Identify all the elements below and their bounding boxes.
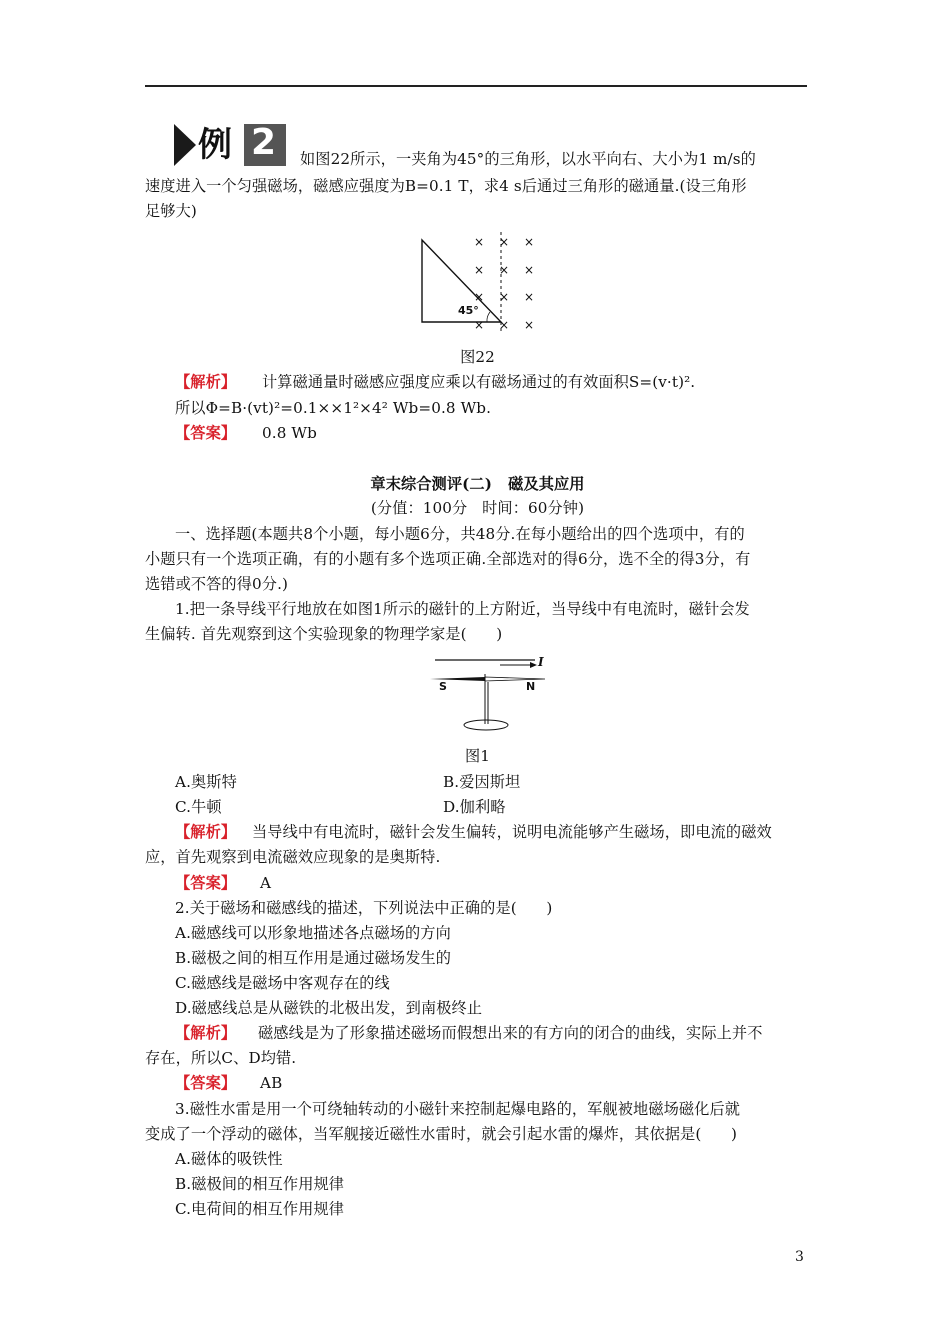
figure-1-north-label: N xyxy=(526,680,536,693)
svg-text:×: × xyxy=(524,235,535,249)
header-rule xyxy=(145,85,807,87)
chapter-subtitle: (分值：100分 时间：60分钟) xyxy=(370,499,585,517)
chapter-intro-line1: 一、选择题(本题共8个小题，每小题6分，共48分.在每小题给出的四个选项中，有的 xyxy=(175,525,745,543)
svg-text:×: × xyxy=(499,263,510,277)
q1-stem-line1: 1.把一条导线平行地放在如图1所示的磁针的上方附近，当导线中有电流时，磁针会发 xyxy=(175,600,750,618)
q3-option-b: B.磁极间的相互作用规律 xyxy=(175,1175,345,1193)
example-analysis-tag: 【解析】 xyxy=(175,373,237,391)
example-answer-tag: 【答案】 xyxy=(175,424,237,442)
figure-1-current-label: I xyxy=(538,655,544,669)
figure-22-angle-label: 45° xyxy=(458,304,479,317)
example-text-line3: 足够大) xyxy=(145,202,197,220)
q1-option-b: B.爱因斯坦 xyxy=(443,773,521,791)
chapter-title: 章末综合测评(二) 磁及其应用 xyxy=(370,475,585,493)
q3-option-c: C.电荷间的相互作用规律 xyxy=(175,1200,344,1218)
q1-answer: A xyxy=(260,874,272,892)
q2-analysis-line2: 存在，所以C、D均错. xyxy=(145,1049,297,1067)
q2-answer-tag: 【答案】 xyxy=(175,1074,237,1092)
svg-text:×: × xyxy=(499,235,510,249)
svg-text:×: × xyxy=(524,263,535,277)
svg-text:×: × xyxy=(524,318,535,332)
page-number: 3 xyxy=(795,1249,804,1265)
svg-text:×: × xyxy=(474,235,485,249)
chapter-intro-line2: 小题只有一个选项正确，有的小题有多个选项正确.全部选对的得6分，选不全的得3分，有 xyxy=(145,550,751,568)
q1-option-a: A.奥斯特 xyxy=(175,773,237,791)
svg-text:×: × xyxy=(474,290,485,304)
q2-analysis-line1: 磁感线是为了形象描述磁场而假想出来的有方向的闭合的曲线，实际上并不 xyxy=(258,1024,763,1042)
figure-1-compass-wire xyxy=(425,652,555,737)
svg-text:×: × xyxy=(474,318,485,332)
example-text-line2: 速度进入一个匀强磁场，磁感应强度为B=0.1 T，求4 s后通过三角形的磁通量.(设三角形 xyxy=(145,177,747,195)
q2-option-c: C.磁感线是磁场中客观存在的线 xyxy=(175,974,390,992)
figure-1-south-label: S xyxy=(439,680,447,693)
example-analysis-line2: 所以Φ=B·(vt)²=0.1××1²×4² Wb=0.8 Wb. xyxy=(175,399,492,417)
q2-stem: 2.关于磁场和磁感线的描述，下列说法中正确的是( ) xyxy=(175,899,553,917)
svg-text:×: × xyxy=(499,290,510,304)
q1-analysis-line1: 当导线中有电流时，磁针会发生偏转，说明电流能够产生磁场，即电流的磁效 xyxy=(252,823,772,841)
q2-option-d: D.磁感线总是从磁铁的北极出发，到南极终止 xyxy=(175,999,483,1017)
example-badge-word: 例 xyxy=(198,125,232,165)
svg-text:×: × xyxy=(474,263,485,277)
q1-analysis-line2: 应，首先观察到电流磁效应现象的是奥斯特. xyxy=(145,848,441,866)
q3-stem-line1: 3.磁性水雷是用一个可绕轴转动的小磁针来控制起爆电路的，军舰被地磁场磁化后就 xyxy=(175,1100,741,1118)
figure-1-caption: 图1 xyxy=(464,747,491,765)
q3-stem-line2: 变成了一个浮动的磁体，当军舰接近磁性水雷时，就会引起水雷的爆炸，其依据是( ) xyxy=(145,1125,737,1143)
svg-text:×: × xyxy=(499,318,510,332)
q2-analysis-tag: 【解析】 xyxy=(175,1024,237,1042)
q1-analysis-tag: 【解析】 xyxy=(175,823,237,841)
figure-22-triangle-field xyxy=(415,230,575,335)
q2-option-a: A.磁感线可以形象地描述各点磁场的方向 xyxy=(175,924,451,942)
example-answer: 0.8 Wb xyxy=(262,424,317,442)
q1-stem-line2: 生偏转. 首先观察到这个实验现象的物理学家是( ) xyxy=(145,625,503,643)
q1-option-c: C.牛顿 xyxy=(175,798,222,816)
example-analysis-line1: 计算磁通量时磁感应强度应乘以有磁场通过的有效面积S=(v·t)². xyxy=(262,373,696,391)
chapter-intro-line3: 选错或不答的得0分.) xyxy=(145,575,289,593)
figure-22-caption: 图22 xyxy=(460,348,495,366)
q2-option-b: B.磁极之间的相互作用是通过磁场发生的 xyxy=(175,949,452,967)
q2-answer: AB xyxy=(260,1074,283,1092)
q3-option-a: A.磁体的吸铁性 xyxy=(175,1150,283,1168)
example-badge-number: 2 xyxy=(251,122,277,163)
q1-option-d: D.伽利略 xyxy=(443,798,506,816)
svg-text:×: × xyxy=(524,290,535,304)
example-text-line1: 如图22所示，一夹角为45°的三角形，以水平向右、大小为1 m/s的 xyxy=(300,150,756,168)
q1-answer-tag: 【答案】 xyxy=(175,874,237,892)
